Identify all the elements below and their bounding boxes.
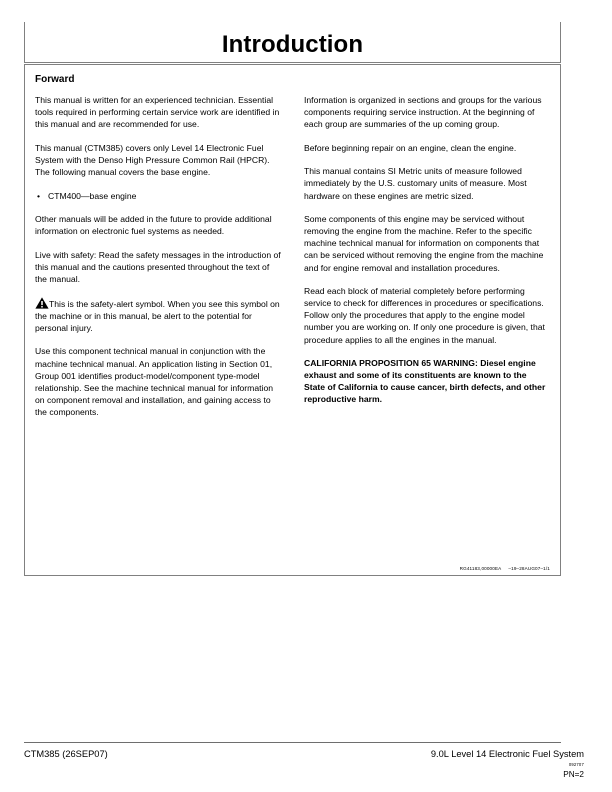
page-title: Introduction bbox=[221, 31, 364, 58]
footer-manual-id: CTM385 (26SEP07) bbox=[24, 749, 108, 759]
paragraph: Other manuals will be added in the future to provide additional information on electronic fuel systems as needed. bbox=[35, 214, 272, 237]
california-proposition-warning: CALIFORNIA PROPOSITION 65 WARNING: Diesel engine exhaust and some of its constituents are known to the State of California to cause cancer, birth defects, and other reproductive harm. bbox=[304, 358, 546, 405]
safety-alert-text: This is the safety-alert symbol. When you see this symbol on the machine or in this manual, be alert to the potential for personal injury. bbox=[35, 298, 280, 333]
left-column bbox=[35, 94, 281, 429]
chapter-title-box bbox=[24, 22, 561, 63]
safety-alert-paragraph bbox=[35, 297, 281, 334]
paragraph: Live with safety: Read the safety messages in the introduction of this manual and the cautions presented throughout the text of the manual. bbox=[35, 249, 281, 285]
list-item bbox=[35, 190, 281, 202]
paragraph: This manual contains SI Metric units of measure followed immediately by the U.S. customary units of measure. Most hardware on these engines are metric sized. bbox=[304, 166, 527, 201]
footer-date-code: 092707 bbox=[568, 762, 584, 767]
paragraph: Information is organized in sections and groups for the various components requiring service instruction. At the beginning of each group are summaries of the up coming group. bbox=[304, 95, 542, 130]
identifier-code: RG41183,00000EA bbox=[459, 566, 502, 571]
paragraph: Read each block of material completely before performing service to check for differences in procedures or specifications. Follow only the procedures that apply to the engine model number you are working on. If only one procedure is given, that procedure applies to all the engines in the manual. bbox=[304, 286, 545, 345]
paragraph: Use this component technical manual in conjunction with the machine technical manual. An application listing in Section 01, Group 001 identifies product-model/component type-model relationship. See the machine technical manual for information on component removal and installation, and gaining access to the components. bbox=[35, 346, 274, 417]
paragraph: This manual (CTM385) covers only Level 14 Electronic Fuel System with the Denso High Pressure Common Rail (HPCR). The following manual covers the base engine. bbox=[35, 142, 270, 177]
footer-manual-title: 9.0L Level 14 Electronic Fuel System bbox=[430, 749, 584, 759]
content-box bbox=[24, 64, 561, 576]
page-number: PN=2 bbox=[563, 770, 584, 779]
paragraph: Before beginning repair on an engine, clean the engine. bbox=[304, 142, 517, 153]
safety-alert-triangle-icon bbox=[35, 297, 49, 309]
right-column bbox=[304, 94, 550, 429]
footer-divider bbox=[24, 742, 561, 743]
section-heading: Forward bbox=[35, 74, 75, 85]
two-column-body bbox=[35, 94, 550, 429]
footer-right-block bbox=[431, 748, 584, 780]
content-identifier bbox=[460, 566, 550, 571]
paragraph: Some components of this engine may be serviced without removing the engine from the machine. Refer to the specific machine technical manual for information on components that can be serviced without removing the engine from the machine and for engine removal and installation procedures. bbox=[304, 214, 544, 273]
identifier-revision: –19–28AUG07–1/1 bbox=[508, 566, 550, 571]
paragraph: This manual is written for an experienced technician. Essential tools required in performing certain service work are identified in this manual and are recommended for use. bbox=[35, 95, 280, 130]
list-item-label: CTM400—base engine bbox=[48, 190, 137, 201]
bullet-icon: • bbox=[37, 190, 41, 201]
